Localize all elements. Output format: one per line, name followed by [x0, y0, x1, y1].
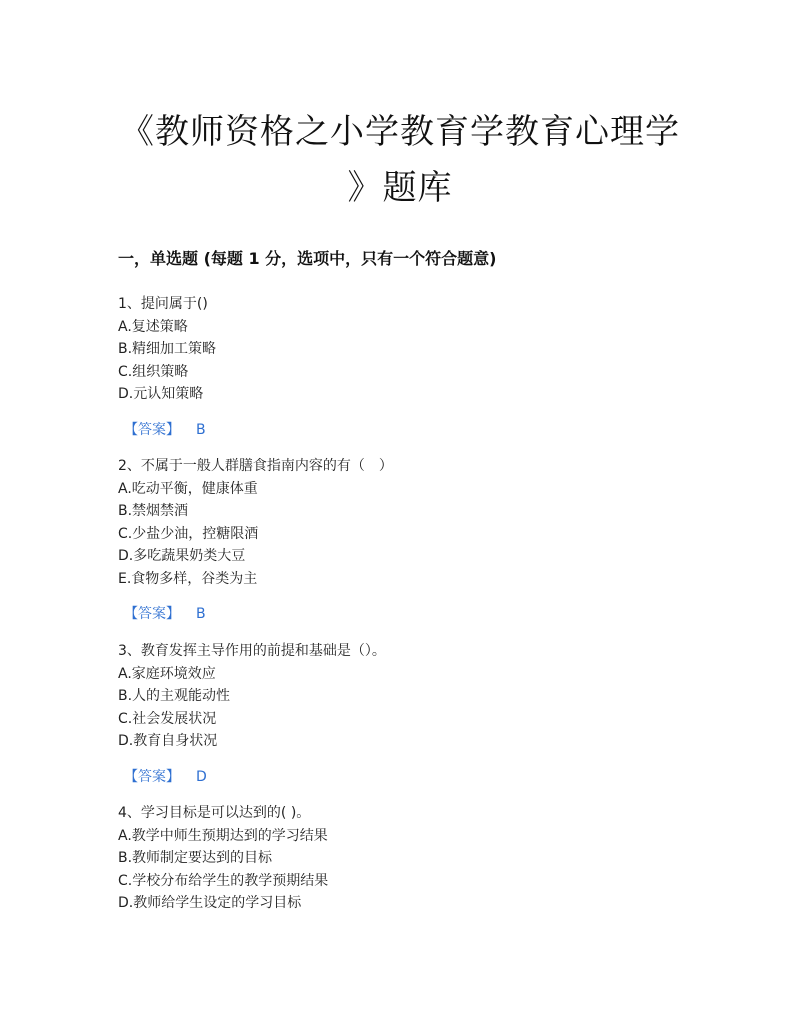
- question-stem: 2、不属于一般人群膳食指南内容的有（ ）: [118, 458, 393, 474]
- question-4: [118, 802, 718, 915]
- option-c: C.学校分布给学生的教学预期结果: [118, 872, 329, 889]
- option-b: B.人的主观能动性: [118, 688, 231, 704]
- option-d: D.教育自身状况: [118, 733, 218, 749]
- answer-label: 【答案】: [124, 421, 180, 438]
- option-d: D.多吃蔬果奶类大豆: [118, 548, 246, 564]
- answer-value: D: [196, 768, 207, 785]
- option-b: B.教师制定要达到的目标: [118, 850, 273, 866]
- option-d: D.元认知策略: [118, 386, 204, 402]
- answer-line: [118, 604, 718, 624]
- option-a: A.教学中师生预期达到的学习结果: [118, 827, 328, 844]
- answer-label: 【答案】: [124, 768, 180, 785]
- question-stem: 1、提问属于(): [118, 296, 208, 312]
- option-c: C.组织策略: [118, 363, 189, 380]
- answer-line: [118, 767, 718, 787]
- answer-value: B: [196, 421, 206, 438]
- option-a: A.家庭环境效应: [118, 665, 216, 682]
- section-heading: 一，单选题 (每题 1 分，选项中，只有一个符合题意): [118, 249, 497, 268]
- option-b: B.精细加工策略: [118, 341, 217, 357]
- question-2: [118, 455, 718, 624]
- option-a: A.复述策略: [118, 318, 188, 335]
- question-stem: 3、教育发挥主导作用的前提和基础是（）。: [118, 643, 386, 659]
- question-stem: 4、学习目标是可以达到的( )。: [118, 805, 311, 821]
- answer-label: 【答案】: [124, 606, 180, 622]
- question-1: [118, 293, 718, 440]
- option-e: E.食物多样，谷类为主: [118, 570, 258, 587]
- question-3: [118, 640, 718, 787]
- option-a: A.吃动平衡，健康体重: [118, 480, 258, 497]
- document-title: [100, 104, 700, 216]
- document-title-line-1: 《教师资格之小学教育学教育心理学: [120, 112, 680, 152]
- option-c: C.社会发展状况: [118, 710, 217, 727]
- option-d: D.教师给学生设定的学习目标: [118, 895, 302, 911]
- answer-line: [118, 420, 718, 440]
- option-b: B.禁烟禁酒: [118, 503, 189, 519]
- option-c: C.少盐少油，控糖限酒: [118, 525, 259, 542]
- document-title-line-2: 》题库: [347, 168, 453, 208]
- answer-value: B: [196, 606, 206, 622]
